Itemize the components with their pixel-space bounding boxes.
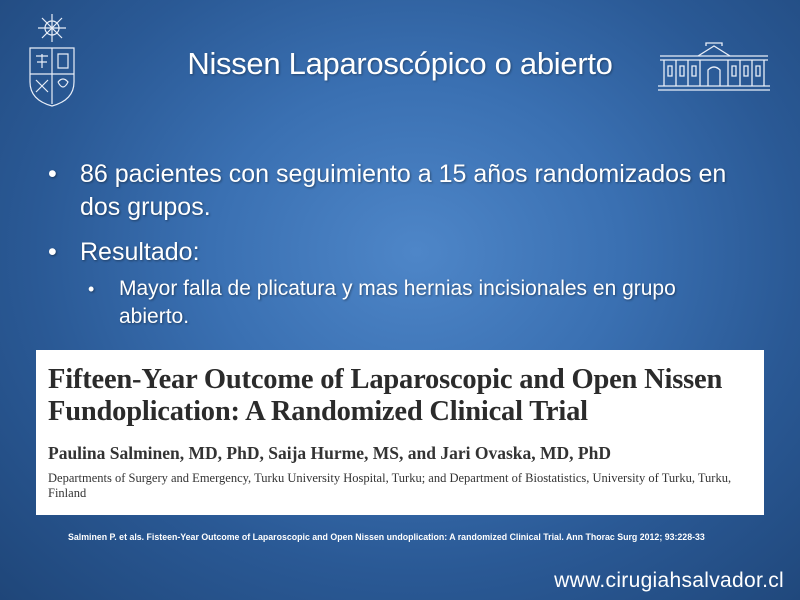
sub-bullet-item: [88, 275, 739, 331]
paper-title: Fifteen-Year Outcome of Laparoscopic and Open Nissen Fundoplication: A Randomized Clinical Trial: [48, 364, 723, 427]
bullet-item: [48, 158, 768, 224]
bullet-list: [48, 158, 768, 331]
bullet-marker: •: [48, 238, 57, 266]
bullet-text: 86 pacientes con seguimiento a 15 años randomizados en dos grupos.: [80, 160, 727, 221]
sub-bullet-text: Mayor falla de plicatura y mas hernias incisionales en grupo abierto.: [119, 277, 676, 328]
paper-affiliation: Departments of Surgery and Emergency, Turku University Hospital, Turku; and Department of Biostatistics, University of Turku, Turku, Finland: [48, 471, 732, 500]
paper-excerpt-image: [36, 350, 764, 515]
sub-bullet-marker: •: [88, 279, 95, 299]
bullet-item: [48, 236, 768, 269]
citation-text: Salminen P. et als. Fisteen-Year Outcome of Laparoscopic and Open Nissen undoplication: A randomized Clinical Trial. Ann Thorac Surg 2012; 93:228-33: [68, 532, 705, 542]
bullet-marker: •: [48, 160, 57, 188]
paper-authors: Paulina Salminen, MD, PhD, Saija Hurme, MS, and Jari Ovaska, MD, PhD: [48, 443, 611, 463]
website-url: www.cirugiahsalvador.cl: [554, 569, 784, 592]
bullet-text: Resultado:: [80, 238, 200, 266]
slide-title: Nissen Laparoscópico o abierto: [187, 46, 613, 81]
